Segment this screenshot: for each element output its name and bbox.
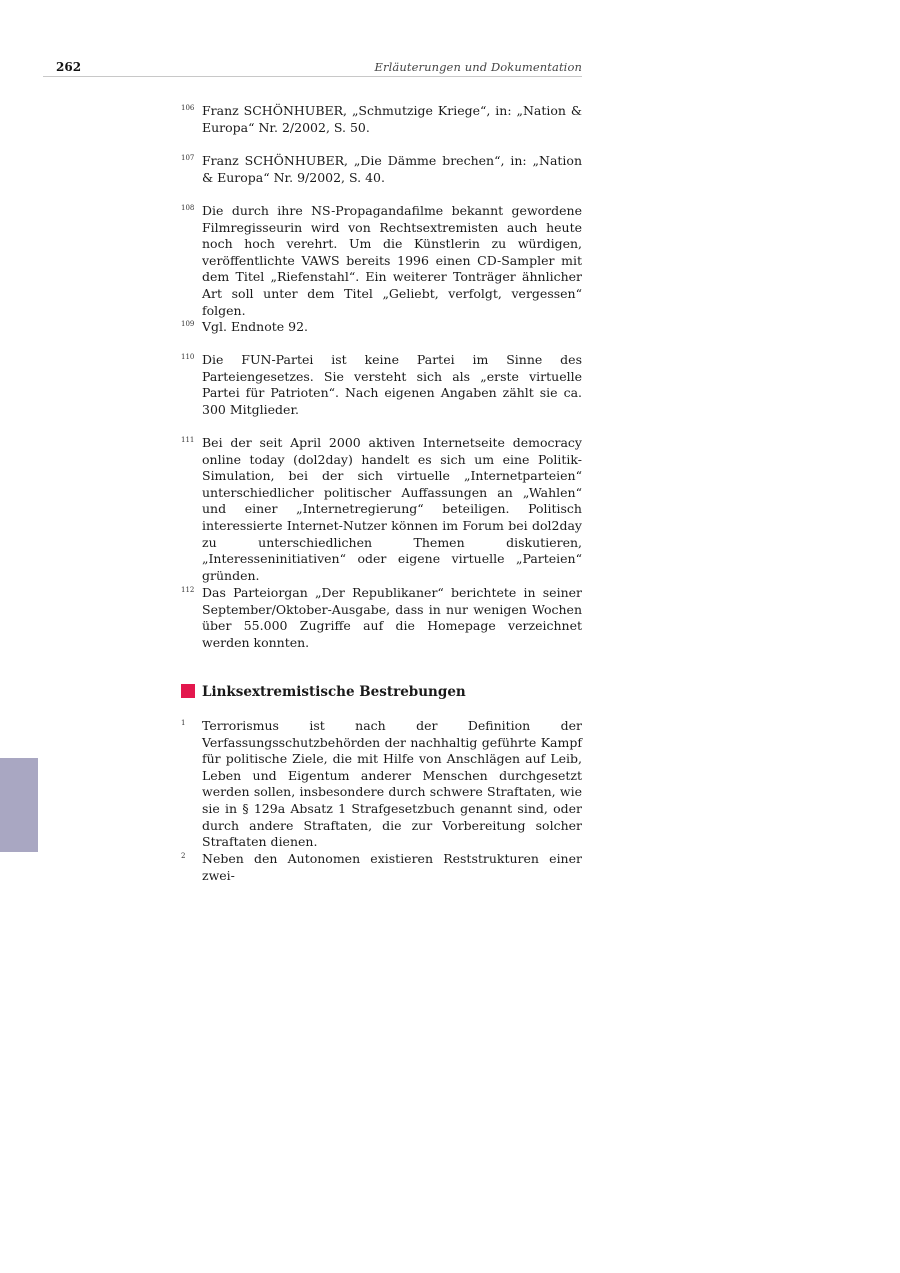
endnote-112 bbox=[181, 585, 582, 651]
page-header bbox=[43, 58, 582, 77]
endnote-1 bbox=[181, 718, 582, 851]
endnote-110 bbox=[181, 352, 582, 418]
endnote-106 bbox=[181, 103, 582, 136]
section-heading bbox=[181, 683, 582, 703]
section-title: Linksextremistische Bestrebungen bbox=[202, 684, 466, 700]
endnote-109 bbox=[181, 319, 582, 336]
endnote-text: Die durch ihre NS-Propagandafilme bekannt gewordene Filmregisseurin wird von Rechtsextremisten auch heute noch hoch verehrt. Um die Künstlerin zu würdigen, veröffentlichte VAWS bereits 1996 einen CD-Sampler mit dem Titel „Riefenstahl“. Ein weiterer Tonträger ähnlicher Art soll unter dem Titel „Geliebt, verfolgt, vergessen“ folgen. bbox=[202, 203, 582, 318]
endnote-number: 2 bbox=[181, 852, 186, 860]
running-title: Erläuterungen und Dokumentation bbox=[374, 60, 582, 74]
endnote-number: 107 bbox=[181, 154, 195, 162]
endnote-number: 111 bbox=[181, 436, 195, 444]
endnote-108 bbox=[181, 203, 582, 319]
section-marker-square bbox=[181, 684, 195, 698]
endnote-number: 112 bbox=[181, 586, 195, 594]
chapter-tab bbox=[0, 758, 38, 852]
endnote-2 bbox=[181, 851, 582, 884]
endnote-text: Das Parteiorgan „Der Republikaner“ berichtete in seiner September/Oktober-Ausgabe, dass in nur wenigen Wochen über 55.000 Zugriffe auf die Homepage verzeichnet werden konnten. bbox=[202, 585, 582, 650]
endnote-number: 109 bbox=[181, 320, 195, 328]
endnote-text: Franz SCHÖNHUBER, „Die Dämme brechen“, in: „Nation & Europa“ Nr. 9/2002, S. 40. bbox=[202, 153, 582, 185]
endnote-text: Die FUN-Partei ist keine Partei im Sinne des Parteiengesetzes. Sie versteht sich als „erste virtuelle Partei für Patrioten“. Nach eigenen Angaben zählt sie ca. 300 Mitglieder. bbox=[202, 352, 582, 417]
endnote-107 bbox=[181, 153, 582, 186]
endnote-111 bbox=[181, 435, 582, 584]
endnote-text: Bei der seit April 2000 aktiven Internetseite democracy online today (dol2day) handelt es sich um eine Politik-Simulation, bei der sich virtuelle „Internetparteien“ unterschiedlicher politischer Auffassungen an „Wahlen“ und einer „Internetregierung“ beteiligen. Politisch interessierte Internet-Nutzer können im Forum bei dol2day zu unterschiedlichen Themen diskutieren, „Interesseninitiativen“ oder eigene virtuelle „Parteien“ gründen. bbox=[202, 435, 582, 583]
endnote-text: Neben den Autonomen existieren Reststrukturen einer zwei- bbox=[202, 851, 582, 883]
page-number: 262 bbox=[56, 60, 82, 74]
endnote-number: 108 bbox=[181, 204, 195, 212]
endnote-number: 110 bbox=[181, 353, 195, 361]
endnote-number: 106 bbox=[181, 104, 195, 112]
endnote-text: Franz SCHÖNHUBER, „Schmutzige Kriege“, in: „Nation & Europa“ Nr. 2/2002, S. 50. bbox=[202, 103, 582, 135]
endnote-text: Terrorismus ist nach der Definition der Verfassungsschutzbehörden der nachhaltig geführte Kampf für politische Ziele, die mit Hilfe von Anschlägen auf Leib, Leben und Eigentum anderer Menschen durchgesetzt werden sollen, insbesondere durch schwere Straftaten, wie sie in § 129a Absatz 1 Strafgesetzbuch genannt sind, oder durch andere Straftaten, die zur Vorbereitung solcher Straftaten dienen. bbox=[202, 718, 582, 850]
endnote-number: 1 bbox=[181, 719, 186, 727]
endnote-text: Vgl. Endnote 92. bbox=[202, 319, 308, 334]
